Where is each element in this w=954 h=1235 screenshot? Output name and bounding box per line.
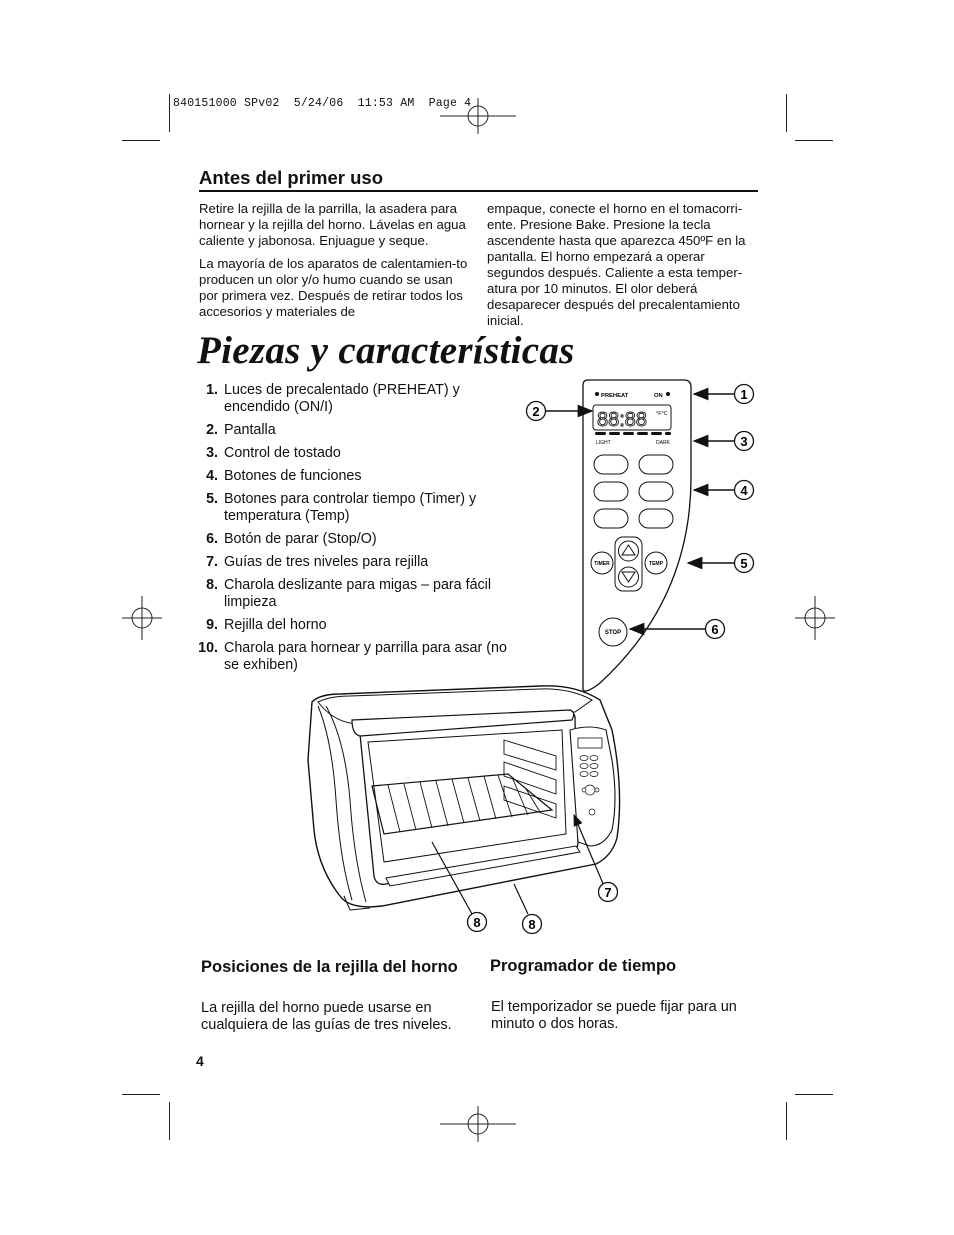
- rack-positions-text: La rejilla del horno puede usarse en cualquiera de las guías de tres niveles.: [201, 1000, 452, 1033]
- section-rule: [199, 190, 758, 192]
- list-item: 9. Rejilla del horno: [206, 617, 327, 633]
- list-item: 3. Control de tostado: [206, 445, 341, 461]
- light-label: LIGHT: [596, 440, 611, 446]
- preheat-label: PREHEAT: [601, 393, 629, 399]
- shade-bar: [665, 432, 671, 435]
- timer-text: El temporizador se puede fijar para un minuto o dos horas.: [491, 999, 737, 1032]
- preheat-light-icon: [595, 392, 599, 396]
- function-button: [594, 455, 628, 474]
- function-button: [639, 482, 673, 501]
- shade-bar: [609, 432, 620, 435]
- parts-list: [198, 382, 510, 680]
- paragraph: La mayoría de los aparatos de calentamien-to producen un olor y/o humo cuando se usan por primera vez. Después de retirar todos los accesorios y materiales de: [199, 256, 468, 319]
- list-item: 8. Charola deslizante para migas – para fácil limpieza: [206, 577, 492, 610]
- crop-mark: [795, 140, 833, 141]
- list-item: 4. Botones de funciones: [206, 468, 362, 484]
- list-item: 5. Botones para controlar tiempo (Timer) y temperatura (Temp): [206, 491, 477, 524]
- function-button: [594, 509, 628, 528]
- on-label: ON: [654, 393, 663, 399]
- crop-mark: [169, 1102, 170, 1140]
- dark-label: DARK: [656, 440, 670, 446]
- function-button: [639, 455, 673, 474]
- function-button: [639, 509, 673, 528]
- svg-text:8: 8: [528, 917, 536, 932]
- registration-target-icon: [795, 596, 835, 640]
- shade-bar: [623, 432, 634, 435]
- list-item: 10. Charola para hornear y parrilla para asar (no se exhiben): [198, 640, 507, 673]
- toaster-oven-diagram: [300, 682, 630, 937]
- svg-text:4: 4: [740, 483, 748, 498]
- crop-mark: [786, 1102, 787, 1140]
- control-panel-diagram: [510, 375, 770, 700]
- temp-label: TEMP: [649, 561, 663, 567]
- list-item: 1. Luces de precalentado (PREHEAT) y encendido (ON/I): [206, 382, 460, 415]
- stop-label: STOP: [604, 630, 622, 636]
- on-light-icon: [666, 392, 670, 396]
- timer-heading: Programador de tiempo: [490, 957, 677, 975]
- shade-bar: [637, 432, 648, 435]
- list-item: 6. Botón de parar (Stop/O): [206, 531, 377, 547]
- before-first-use-col2: [487, 201, 759, 336]
- registration-target-icon: [440, 1104, 516, 1144]
- crop-mark: [122, 140, 160, 141]
- before-first-use-col1: [199, 201, 469, 327]
- paragraph: empaque, conecte el horno en el tomacorri-ente. Presione Bake. Presione la tecla ascendente hasta que aparezca 450ºF en la pantalla. El horno empezará a operar segundos después. Caliente a esta temper-atura por 10 minutos. El olor deberá desaparecer después del precalentamiento inicial.: [487, 201, 746, 328]
- registration-target-icon: [122, 596, 162, 640]
- svg-text:2: 2: [532, 404, 540, 419]
- page-title: Piezas y características: [197, 329, 575, 372]
- crop-mark: [122, 1094, 160, 1095]
- svg-text:3: 3: [740, 434, 748, 449]
- crop-mark: [786, 94, 787, 132]
- list-item: 2. Pantalla: [206, 422, 276, 438]
- timer-label: TIMER: [594, 561, 610, 567]
- function-button: [594, 482, 628, 501]
- list-item: 7. Guías de tres niveles para rejilla: [206, 554, 429, 570]
- section-heading-before-first-use: Antes del primer uso: [199, 167, 384, 188]
- paragraph: Retire la rejilla de la parrilla, la asadera para hornear y la rejilla del horno. Lávelas en agua caliente y jabonosa. Enjuague y seque.: [199, 201, 466, 248]
- shade-bar: [651, 432, 662, 435]
- print-header: 840151000 SPv02 5/24/06 11:53 AM Page 4: [173, 97, 472, 110]
- display-unit: °F°C: [656, 411, 668, 417]
- page-number: 4: [196, 1053, 204, 1069]
- svg-text:6: 6: [711, 622, 719, 637]
- crop-mark: [795, 1094, 833, 1095]
- display-digits: 88:88: [597, 409, 648, 431]
- svg-text:7: 7: [604, 885, 612, 900]
- svg-text:8: 8: [473, 915, 481, 930]
- svg-text:5: 5: [740, 556, 748, 571]
- shade-bar: [595, 432, 606, 435]
- crop-mark: [169, 94, 170, 132]
- rack-positions-heading: Posiciones de la rejilla del horno: [201, 958, 458, 976]
- svg-text:1: 1: [740, 387, 748, 402]
